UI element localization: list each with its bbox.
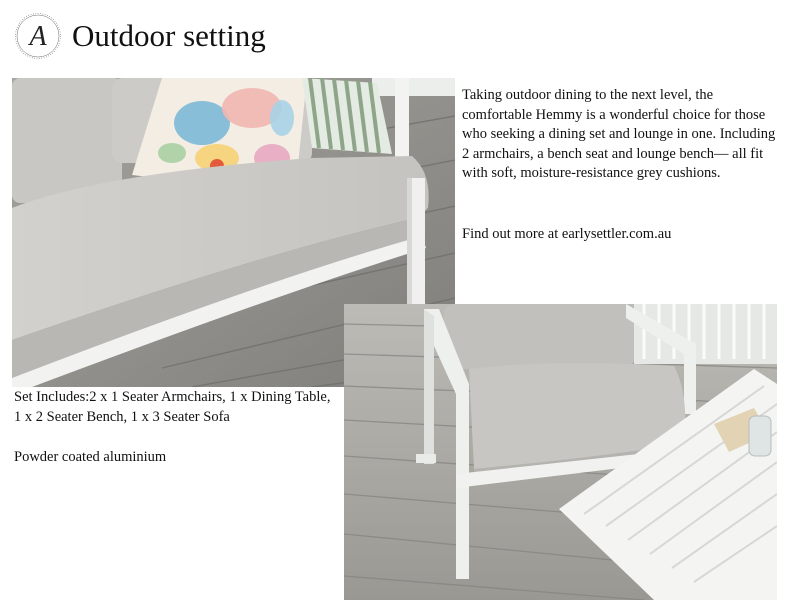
logo-letter: A: [29, 21, 47, 52]
set-includes-text: Set Includes:2 x 1 Seater Armchairs, 1 x Dining Table, 1 x 2 Seater Bench, 1 x 3 Seater Sofa: [14, 389, 331, 425]
description-text: Taking outdoor dining to the next level, the comfortable Hemmy is a wonderful choice for those who seeking a dining set and lounge in one. Including 2 armchairs, a bench seat and lounge bench— all fit with soft, moisture-resistance grey cushions.: [462, 87, 776, 182]
brand-logo: [14, 12, 62, 60]
website-link-text: Find out more at earlysettler.com.au: [462, 226, 672, 242]
page-title: Outdoor setting: [72, 18, 266, 53]
armchair-photo: [344, 304, 777, 600]
material-text: Powder coated aluminium: [14, 449, 167, 465]
